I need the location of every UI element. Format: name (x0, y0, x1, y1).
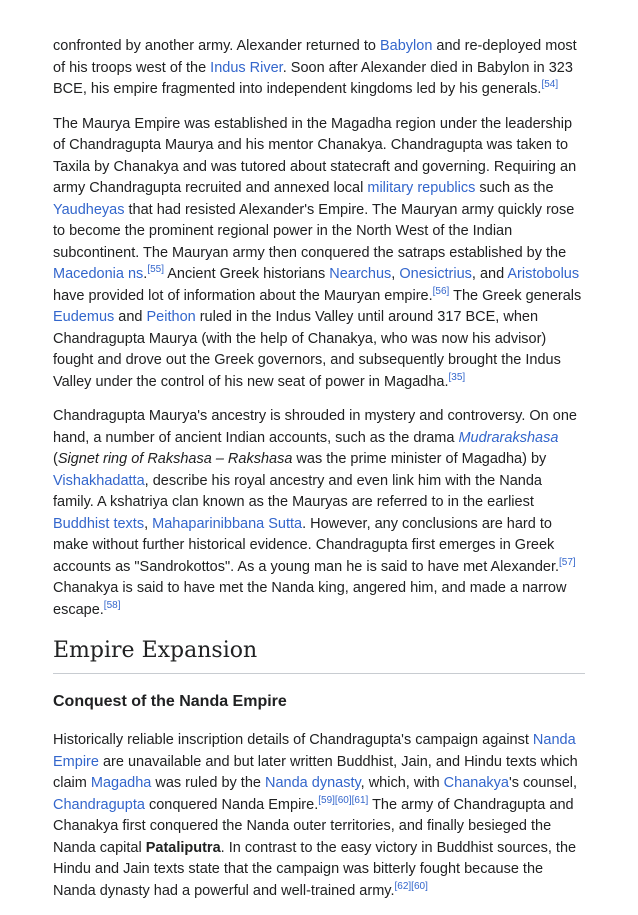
link-yaudheyas[interactable]: Yaudheyas (53, 201, 125, 218)
text: Chanakya is said to have met the Nanda king, angered him, and made a narrow escape. (53, 580, 567, 618)
text: Historically reliable inscription details of Chandragupta's campaign against (53, 732, 533, 748)
text: conquered Nanda Empire. (144, 796, 319, 813)
text: The Maurya Empire was established in the Magadha region under the leadership of Chandragupta Maurya and his mentor Chanakya. Chandragupta was taken to Taxila by Chanakya and was tutored about statecraft and governing. Requiring an army Chandragupta recruited and annexed local (53, 115, 577, 196)
paragraph-alexander (53, 36, 585, 101)
subsection-heading-nanda-conquest: Conquest of the Nanda Empire (53, 693, 287, 710)
citation-59[interactable]: [59] (318, 794, 335, 806)
citation-54[interactable]: [54] (541, 79, 559, 91)
citation-56[interactable]: [56] (432, 285, 450, 297)
link-aristobolus[interactable]: Aristobolus (507, 266, 580, 282)
link-buddhist-texts[interactable]: Buddhist texts (53, 515, 145, 532)
text: Ancient Greek historians (164, 266, 330, 282)
section-heading-empire-expansion: Empire Expansion (53, 637, 585, 674)
link-chanakya[interactable]: Chanakya (443, 775, 509, 791)
link-eudemus[interactable]: Eudemus (53, 309, 115, 325)
paragraph-maurya-establishment (53, 114, 585, 394)
text: , describe his royal ancestry and even link him with the Nanda family. A kshatriya clan known as the Mauryas are referred to in the earliest (53, 472, 542, 510)
text: and re-deployed most of his troops west of the (53, 38, 577, 76)
citation-62[interactable]: [62] (394, 880, 412, 892)
text: was the prime minister of Magadha) by (292, 451, 547, 467)
text: and (114, 309, 147, 325)
text: , (144, 515, 153, 532)
link-nanda-empire[interactable]: Nanda Empire (53, 732, 576, 770)
text: , (391, 266, 400, 282)
bold-pataliputra: Pataliputra (145, 839, 221, 856)
text: have provided lot of information about the Mauryan empire. (53, 287, 433, 304)
text: , which, with (360, 775, 444, 791)
text: confronted by another army. Alexander returned to (53, 38, 380, 54)
link-indus-river[interactable]: Indus River (210, 59, 283, 76)
link-nearchus[interactable]: Nearchus (329, 266, 392, 282)
text: are unavailable and but later written Buddhist, Jain, and Hindu texts which claim (53, 753, 578, 791)
article-content (53, 36, 585, 915)
text: ( (53, 451, 58, 467)
link-nanda-dynasty[interactable]: Nanda dynasty (265, 775, 361, 791)
text: that had resisted Alexander's Empire. The Mauryan army quickly rose to become the prominent regional power in the North West of the Indian subcontinent. The Mauryan army then conquered the satraps established by the (53, 201, 575, 261)
link-babylon[interactable]: Babylon (379, 38, 433, 54)
paragraph-ancestry (53, 406, 585, 621)
text: Chandragupta Maurya's ancestry is shrouded in mystery and controversy. On one hand, a number of ancient Indian accounts, such as the drama (53, 408, 577, 446)
text: . In contrast to the easy victory in Buddhist sources, the Hindu and Jain texts state that the campaign was bitterly fought because the Nanda dynasty had a powerful and well-trained army. (53, 839, 577, 899)
citation-35[interactable]: [35] (448, 371, 466, 383)
link-peithon[interactable]: Peithon (146, 309, 196, 325)
link-mudrarakshasa[interactable]: Mudrarakshasa (458, 429, 559, 446)
paragraph-nanda-conquest (53, 730, 585, 902)
citation-55[interactable]: [55] (147, 264, 164, 276)
link-mahaparinibbana-sutta[interactable]: Mahaparinibbana Sutta (152, 515, 303, 532)
citation-61[interactable]: [61] (351, 794, 369, 806)
text: The army of Chandragupta and Chanakya first conquered the Nanda outer territories, and finally besieged the Nanda capital (53, 796, 574, 856)
text: , and (471, 266, 508, 282)
link-military-republics[interactable]: military republics (367, 180, 476, 196)
link-macedonians[interactable]: Macedonia ns (53, 266, 144, 282)
text: such as the (475, 180, 554, 196)
text: . However, any conclusions are hard to make without further historical evidence. Chandragupta first emerges in Greek accounts as "Sandrokottos". As a young man he is said to have met Alexander. (53, 515, 560, 575)
text: 's counsel, (508, 775, 578, 791)
text: The Greek generals (449, 287, 582, 304)
link-chandragupta[interactable]: Chandragupta (53, 796, 145, 813)
italic-signet-ring: Signet ring of Rakshasa – Rakshasa (57, 451, 293, 467)
citation-58[interactable]: [58] (103, 599, 121, 611)
citation-60[interactable]: [60] (334, 794, 352, 806)
text: . Soon after Alexander died in Babylon in 323 BCE, his empire fragmented into independent kingdoms led by his generals. (53, 59, 573, 97)
text: was ruled by the (151, 775, 265, 791)
text: . (143, 266, 148, 282)
text: ruled in the Indus Valley until around 317 BCE, when Chandragupta Maurya (with the help of Chanakya, who was now his advisor) fought and drove out the Greek governors, and subsequently brought the Indus Valley under the control of his new seat of power in Magadha. (53, 309, 561, 390)
link-vishakhadatta[interactable]: Vishakhadatta (53, 472, 145, 489)
citation-57[interactable]: [57] (559, 556, 576, 568)
link-magadha[interactable]: Magadha (90, 775, 152, 791)
link-onesictrius[interactable]: Onesictrius (399, 266, 472, 282)
citation-60-second[interactable]: [60] (411, 880, 428, 892)
